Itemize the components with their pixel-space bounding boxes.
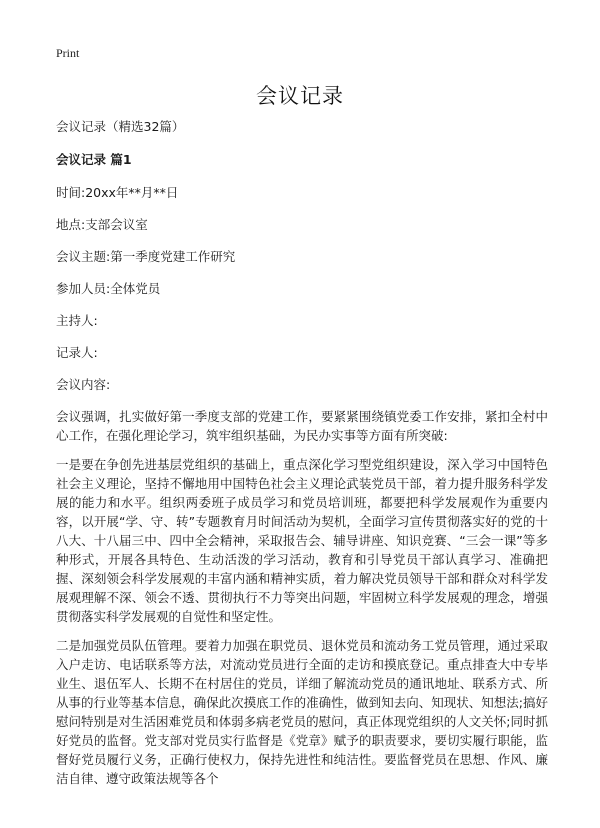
section-heading: 会议记录 篇1: [56, 152, 132, 167]
paragraph-first-point: 一是要在争创先进基层党组织的基础上，重点深化学习型党组织建设，深入学习中国特色社会主义理论，坚持不懈地用中国特色社会主义理论武装党员干部，着力提升服务科学发展的能力和水平。组织两委班子成员学习和党员培训班，都要把科学发展观作为重要内容，以开展“学、守、转”专题教育月时间活动为契机，全面学习宣传贯彻落实好的党的十八大、十八届三中、四中全会精神，采取报告会、辅导讲座、知识竞赛、“三会一课”等多种形式，开展各具特色、生动活泼的学习活动，教育和引导党员干部认真学习、准确把握、深刻领会科学发展观的丰富内涵和精神实质，着力解决党员领导干部和群众对科学发展观理解不深、领会不透、贯彻执行不力等突出问题，牢固树立科学发展观的理念，增强贯彻落实科学发展观的自觉性和坚定性。: [56, 457, 548, 624]
print-label: Print: [56, 46, 80, 60]
field-host: 主持人:: [56, 313, 98, 328]
field-location: 地点:支部会议室: [56, 217, 148, 232]
paragraph-intro: 会议强调，扎实做好第一季度支部的党建工作，要紧紧围绕镇党委工作安排，紧扣全村中心工作，在强化理论学习，筑牢组织基础，为民办实事等方面有所突破:: [56, 409, 548, 443]
document-subtitle: 会议记录（精选32篇）: [56, 119, 185, 134]
field-content: 会议内容:: [56, 377, 111, 392]
field-recorder: 记录人:: [56, 345, 98, 360]
document-title: 会议记录: [256, 84, 344, 108]
field-topic: 会议主题:第一季度党建工作研究: [56, 249, 236, 264]
field-attendees: 参加人员:全体党员: [56, 281, 161, 296]
paragraph-second-point: 二是加强党员队伍管理。要着力加强在职党员、退休党员和流动务工党员管理，通过采取入户走访、电话联系等方法，对流动党员进行全面的走访和摸底登记。重点排查大中专毕业生、退伍军人、长期不在村居住的党员，详细了解流动党员的通讯地址、联系方式、所从事的行业等基本信息，确保此次摸底工作的准确性，做到知去向、知现状、知想法;搞好慰问特别是对生活困难党员和体弱多病老党员的慰问，真正体现党组织的人文关怀;同时抓好党员的监督。党支部对党员实行监督是《党章》赋予的职责要求，要切实履行职能，监督好党员履行义务，正确行使权力，保持先进性和纯洁性。要监督党员在思想、作风、廉洁自律、遵守政策法规等各个: [56, 638, 548, 786]
document-body: [56, 117, 548, 798]
field-time: 时间:20xx年**月**日: [56, 185, 179, 200]
